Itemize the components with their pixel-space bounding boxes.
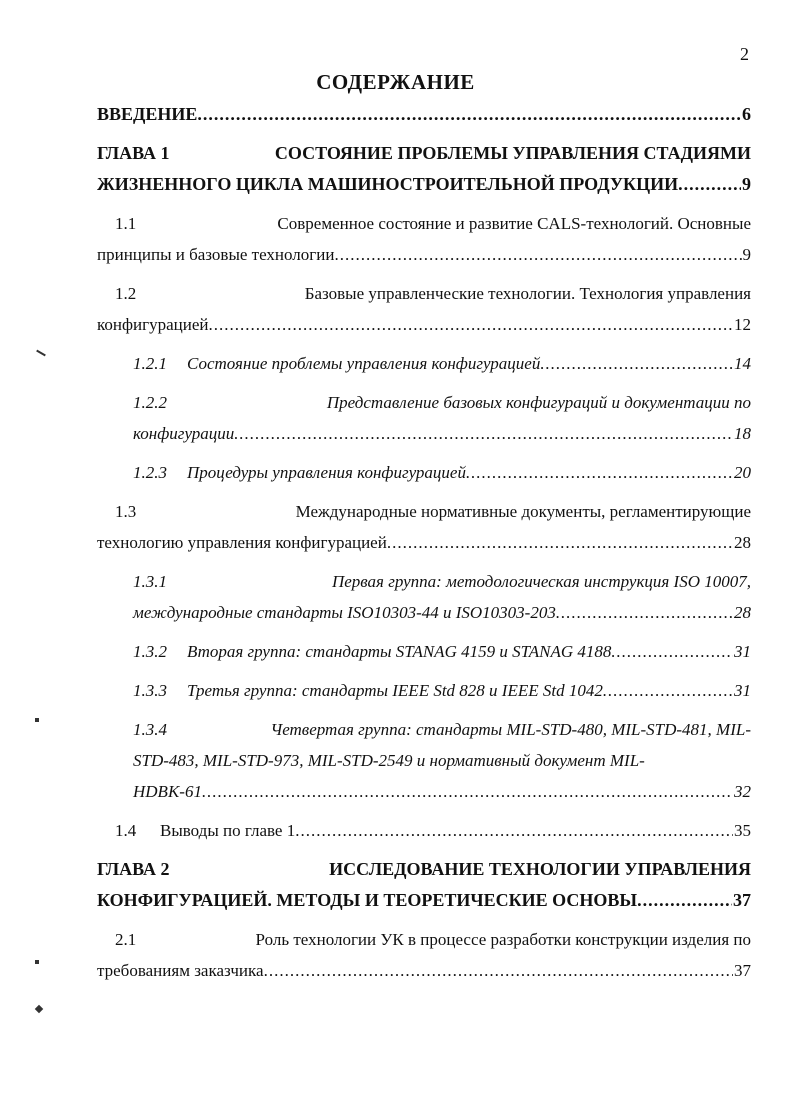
dot-leader — [678, 169, 741, 200]
toc-line — [97, 675, 751, 706]
entry-title: Базовые управленческие технологии. Технология управления — [304, 284, 751, 303]
toc-line — [97, 239, 751, 270]
entry-page: 37 — [734, 961, 751, 980]
entry-title: Выводы по главе 1 — [160, 821, 296, 840]
entry-number: 1.3.1 — [133, 572, 167, 591]
toc-line — [97, 309, 751, 340]
toc-entry[interactable] — [97, 714, 751, 807]
toc-line — [97, 776, 751, 807]
toc-line — [97, 387, 751, 418]
entry-page: 6 — [742, 104, 751, 124]
entry-page: 35 — [734, 821, 751, 840]
toc-line — [97, 496, 751, 527]
toc-entry[interactable] — [97, 278, 751, 340]
toc-entry[interactable] — [97, 138, 751, 200]
entry-title: STD-483, MIL-STD-973, MIL-STD-2549 и нормативный документ MIL- — [133, 751, 645, 770]
entry-title: Первая группа: методологическая инструкция ISO 10007, — [331, 572, 751, 591]
entry-number: ГЛАВА 2 — [97, 859, 170, 879]
entry-number: 1.3.4 — [133, 720, 167, 739]
toc-line — [97, 597, 751, 628]
entry-page: 18 — [734, 424, 751, 443]
toc-entry[interactable] — [97, 348, 751, 379]
toc-line — [97, 348, 751, 379]
entry-number: 1.1 — [115, 214, 137, 233]
toc-line — [97, 714, 751, 745]
entry-number: 1.3.3 — [133, 681, 167, 700]
entry-title: Современное состояние и развитие CALS-технологий. Основные — [277, 214, 751, 233]
entry-title: принципы и базовые технологии — [97, 245, 335, 264]
entry-title: конфигурацией — [97, 315, 209, 334]
toc-line — [97, 169, 751, 200]
entry-page: 20 — [734, 463, 751, 482]
toc-line — [97, 854, 751, 885]
entry-title: требованиям заказчика — [97, 961, 264, 980]
entry-title: ВВЕДЕНИЕ — [97, 104, 198, 124]
table-of-contents — [97, 99, 751, 994]
entry-title: ИССЛЕДОВАНИЕ ТЕХНОЛОГИИ УПРАВЛЕНИЯ — [329, 859, 751, 879]
scan-artifact — [35, 1005, 43, 1013]
toc-line — [97, 924, 751, 955]
dot-leader — [637, 885, 732, 916]
entry-page: 12 — [734, 315, 751, 334]
toc-entry[interactable] — [97, 208, 751, 270]
toc-entry[interactable] — [97, 387, 751, 449]
toc-line — [97, 457, 751, 488]
dot-leader — [295, 815, 733, 846]
entry-number: 1.2 — [115, 284, 137, 303]
toc-line — [97, 636, 751, 667]
toc-line — [97, 527, 751, 558]
toc-line — [97, 418, 751, 449]
dot-leader — [264, 955, 733, 986]
dot-leader — [334, 239, 741, 270]
dot-leader — [556, 597, 733, 628]
entry-title: СОСТОЯНИЕ ПРОБЛЕМЫ УПРАВЛЕНИЯ СТАДИЯМИ — [274, 143, 751, 163]
entry-title: Состояние проблемы управления конфигурацией — [187, 354, 541, 373]
scan-artifact — [36, 350, 46, 357]
toc-line — [97, 566, 751, 597]
dot-leader — [197, 99, 741, 130]
entry-title: Четвертая группа: стандарты MIL-STD-480, MIL-STD-481, MIL- — [270, 720, 751, 739]
entry-title: Представление базовых конфигураций и документации по — [326, 393, 751, 412]
toc-line — [97, 138, 751, 169]
toc-entry[interactable] — [97, 636, 751, 667]
toc-line — [97, 815, 751, 846]
scan-artifact — [35, 960, 39, 964]
entry-page: 32 — [734, 782, 751, 801]
toc-line — [97, 278, 751, 309]
entry-page: 31 — [734, 681, 751, 700]
entry-page: 9 — [742, 245, 751, 264]
entry-title: Процедуры управления конфигурацией — [187, 463, 466, 482]
toc-entry[interactable] — [97, 815, 751, 846]
entry-title: Роль технологии УК в процессе разработки конструкции изделия по — [255, 930, 751, 949]
entry-page: 31 — [734, 642, 751, 661]
entry-title: технологию управления конфигурацией — [97, 533, 387, 552]
dot-leader — [603, 675, 733, 706]
toc-entry[interactable] — [97, 854, 751, 916]
page-number: 2 — [740, 44, 749, 64]
entry-title: международные стандарты ISO10303-44 и ISO10303-203 — [133, 603, 556, 622]
entry-title: Третья группа: стандарты IEEE Std 828 и IEEE Std 1042 — [187, 681, 603, 700]
toc-entry[interactable] — [97, 496, 751, 558]
toc-entry[interactable] — [97, 675, 751, 706]
entry-title: конфигурации — [133, 424, 235, 443]
entry-number: 1.3 — [115, 502, 137, 521]
entry-number: 1.2.2 — [133, 393, 167, 412]
entry-title: Международные нормативные документы, регламентирующие — [295, 502, 751, 521]
toc-line — [97, 745, 751, 776]
dot-leader — [466, 457, 733, 488]
toc-entry[interactable] — [97, 924, 751, 986]
toc-entry[interactable] — [97, 99, 751, 130]
toc-line — [97, 99, 751, 130]
entry-page: 28 — [734, 603, 751, 622]
dot-leader — [611, 636, 733, 667]
toc-entry[interactable] — [97, 457, 751, 488]
dot-leader — [202, 776, 733, 807]
entry-number: 1.2.1 — [133, 354, 167, 373]
entry-number: 1.2.3 — [133, 463, 167, 482]
toc-entry[interactable] — [97, 566, 751, 628]
dot-leader — [208, 309, 733, 340]
page-title: СОДЕРЖАНИЕ — [316, 70, 475, 94]
entry-number: 2.1 — [115, 930, 137, 949]
dot-leader — [387, 527, 733, 558]
toc-line — [97, 885, 751, 916]
entry-number: 1.3.2 — [133, 642, 167, 661]
entry-title: HDBK-61 — [133, 782, 202, 801]
entry-number: 1.4 — [115, 821, 137, 840]
entry-number: ГЛАВА 1 — [97, 143, 170, 163]
entry-title: ЖИЗНЕННОГО ЦИКЛА МАШИНОСТРОИТЕЛЬНОЙ ПРОДУКЦИИ — [97, 174, 679, 194]
entry-page: 37 — [733, 890, 751, 910]
entry-title: Вторая группа: стандарты STANAG 4159 и STANAG 4188 — [187, 642, 612, 661]
entry-page: 14 — [734, 354, 751, 373]
dot-leader — [234, 418, 733, 449]
scan-artifact — [35, 718, 39, 722]
entry-page: 9 — [742, 174, 751, 194]
toc-line — [97, 955, 751, 986]
entry-page: 28 — [734, 533, 751, 552]
toc-line — [97, 208, 751, 239]
dot-leader — [540, 348, 733, 379]
entry-title: КОНФИГУРАЦИЕЙ. МЕТОДЫ И ТЕОРЕТИЧЕСКИЕ ОСНОВЫ — [97, 890, 638, 910]
